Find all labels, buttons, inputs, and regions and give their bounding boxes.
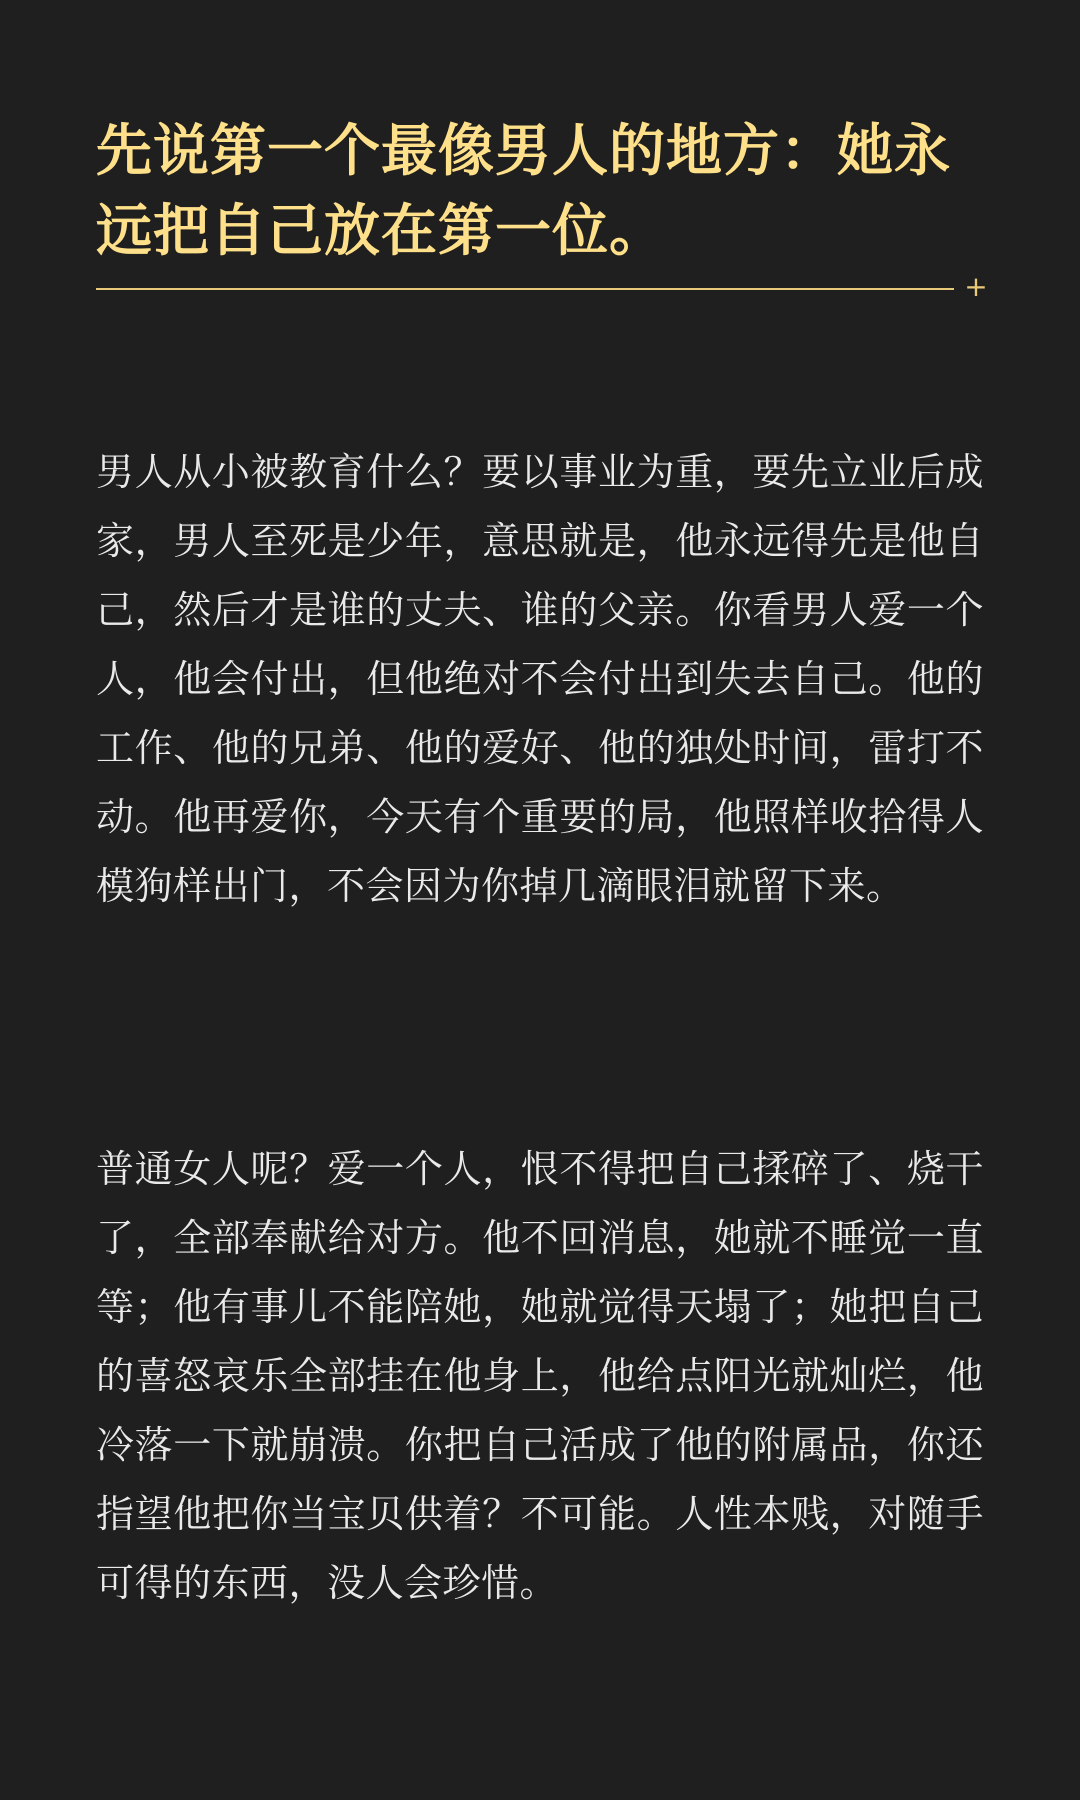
paragraph-1: 男人从小被教育什么？要以事业为重，要先立业后成家，男人至死是少年，意思就是，他永远得先是他自己，然后才是谁的丈夫、谁的父亲。你看男人爱一个人，他会付出，但他绝对不会付出到失去自己。他的工作、他的兄弟、他的爱好、他的独处时间，雷打不动。他再爱你，今天有个重要的局，他照样收拾得人模狗样出门，不会因为你掉几滴眼泪就留下来。 bbox=[96, 450, 984, 908]
plus-icon: + bbox=[964, 270, 988, 303]
paragraph-2: 普通女人呢？爱一个人，恨不得把自己揉碎了、烧干了，全部奉献给对方。他不回消息，她就不睡觉一直等；他有事儿不能陪她，她就觉得天塌了；她把自己的喜怒哀乐全部挂在他身上，他给点阳光就灿烂，他冷落一下就崩溃。你把自己活成了他的附属品，你还指望他把你当宝贝供着？不可能。人性本贱，对随手可得的东西，没人会珍惜。 bbox=[96, 1147, 984, 1605]
article bbox=[96, 0, 988, 1800]
title-divider bbox=[96, 288, 954, 290]
article-title: 先说第一个最像男人的地方：她永远把自己放在第一位。 bbox=[96, 119, 951, 264]
